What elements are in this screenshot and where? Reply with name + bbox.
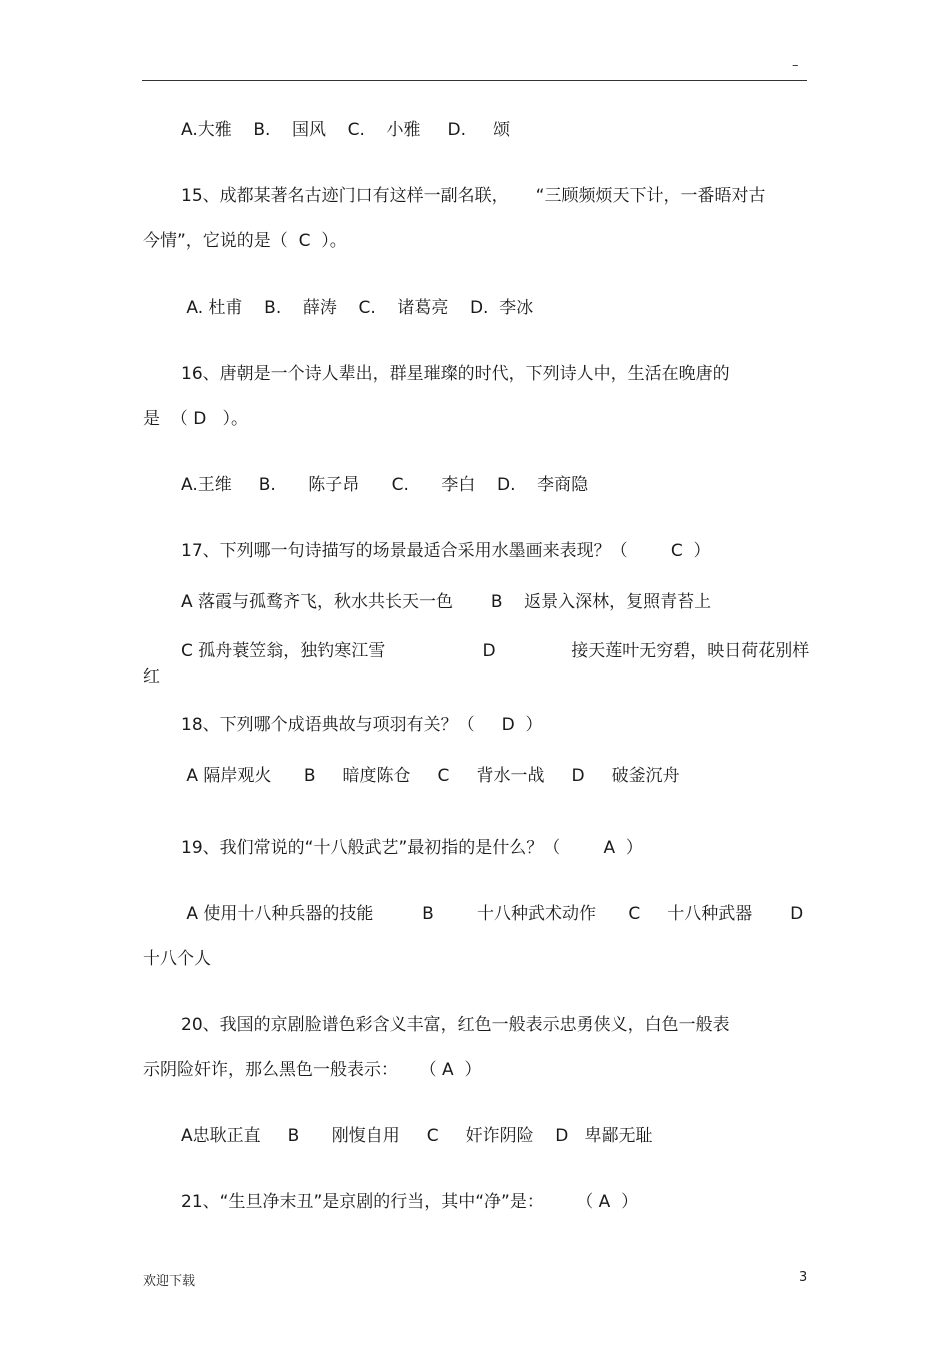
footer-text: 欢迎下载 xyxy=(143,1274,196,1289)
q17-options-cd: C 孤舟蓑笠翁，独钓寒江雪 D 接天莲叶无穷碧，映日荷花别样 xyxy=(181,641,810,661)
header-rule xyxy=(142,80,807,81)
q16-options: A.王维 B. 陈子昂 C. 李白 D. 李商隐 xyxy=(181,475,589,495)
q17-question: 17、下列哪一句诗描写的场景最适合采用水墨画来表现？（ C ） xyxy=(181,541,711,561)
page-number: 3 xyxy=(799,1270,808,1285)
q15-line-1: 15、成都某著名古迹门口有这样一副名联， “三顾频烦天下计，一番晤对古 xyxy=(181,186,766,206)
q15-options: A. 杜甫 B. 薛涛 C. 诸葛亮 D. 李冰 xyxy=(181,298,534,318)
q18-options: A 隔岸观火 B 暗度陈仓 C 背水一战 D 破釜沉舟 xyxy=(181,766,680,786)
q21-question: 21、“生旦净末丑”是京剧的行当，其中“净”是： （ A ） xyxy=(181,1192,639,1212)
q17-options-ab: A 落霞与孤鹜齐飞，秋水共长天一色 B 返景入深林，复照青苔上 xyxy=(181,592,712,612)
q20-line-2: 示阴险奸诈，那么黑色一般表示： （ A ） xyxy=(143,1060,482,1080)
q19-question: 19、我们常说的“十八般武艺”最初指的是什么？（ A ） xyxy=(181,838,643,858)
q20-line-1: 20、我国的京剧脸谱色彩含义丰富，红色一般表示忠勇侠义，白色一般表 xyxy=(181,1015,730,1035)
header-mark: – xyxy=(792,58,799,73)
q15-line-2: 今情”，它说的是（ C ）。 xyxy=(143,231,347,251)
q16-line-2: 是 （ D ）。 xyxy=(143,409,249,429)
q17-options-cd-wrap: 红 xyxy=(143,667,160,687)
q19-options-wrap: 十八个人 xyxy=(143,949,211,969)
q20-options: A忠耿正直 B 刚愎自用 C 奸诈阴险 D 卑鄙无耻 xyxy=(181,1126,653,1146)
q19-options: A 使用十八种兵器的技能 B 十八种武术动作 C 十八种武器 D xyxy=(181,904,804,924)
q14-options: A.大雅 B. 国风 C. 小雅 D. 颂 xyxy=(181,120,511,140)
q18-question: 18、下列哪个成语典故与项羽有关？（ D ） xyxy=(181,715,543,735)
q16-line-1: 16、唐朝是一个诗人辈出，群星璀璨的时代，下列诗人中，生活在晚唐的 xyxy=(181,364,730,384)
